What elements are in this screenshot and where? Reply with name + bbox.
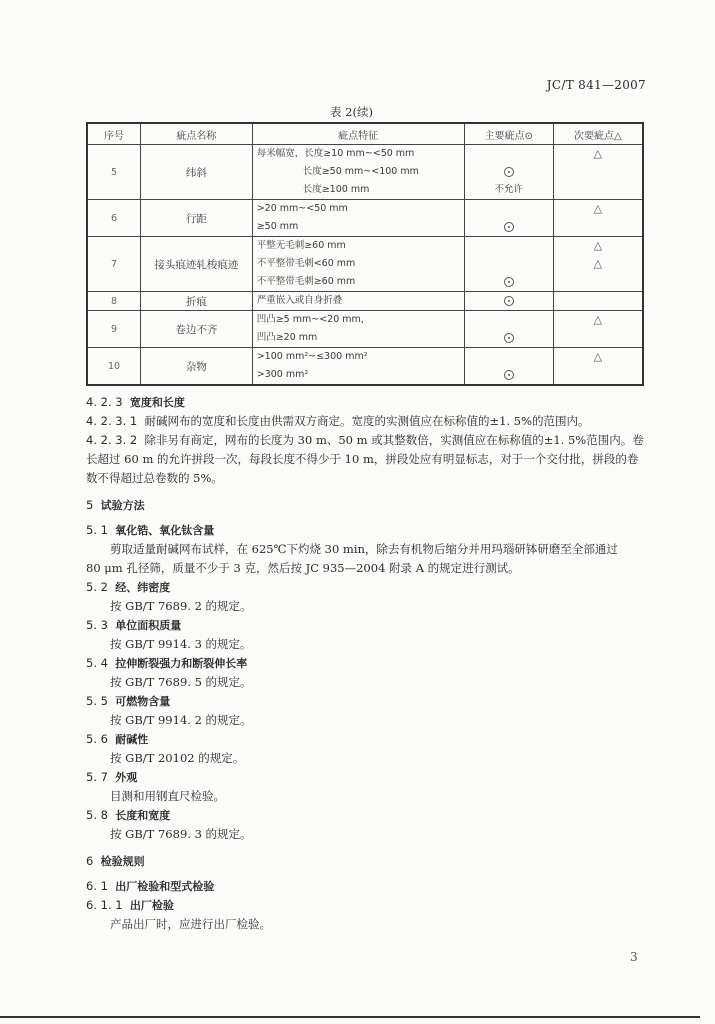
feature-line: 长度≥50 mm~<100 mm bbox=[302, 166, 419, 177]
major-marks bbox=[464, 145, 553, 200]
table-row bbox=[87, 200, 643, 237]
header-defect-feature: 疵点特征 bbox=[252, 123, 464, 145]
paragraph: 按 GB/T 9914. 2 的规定。 bbox=[110, 713, 252, 727]
paragraph: 80 μm 孔径筛，质量不少于 3 克，然后按 JC 935—2004 附录 A 的规定进行测试。 bbox=[86, 561, 520, 575]
section-heading: 5. 2 经、纬密度 bbox=[86, 580, 171, 594]
major-defect-icon bbox=[504, 296, 514, 306]
document-code: JC/T 841—2007 bbox=[546, 78, 646, 92]
defect-name: 杂物 bbox=[141, 348, 253, 386]
defect-features bbox=[252, 292, 464, 311]
defect-name: 折痕 bbox=[141, 292, 253, 311]
major-defect-icon bbox=[504, 167, 514, 177]
paragraph: 按 GB/T 7689. 5 的规定。 bbox=[110, 675, 252, 689]
paragraph: 目测和用钢直尺检验。 bbox=[110, 789, 225, 803]
major-marks bbox=[464, 237, 553, 292]
paragraph: 产品出厂时，应进行出厂检验。 bbox=[110, 917, 271, 931]
feature-line: ≥50 mm bbox=[256, 221, 299, 232]
section-heading: 6. 1. 1 出厂检验 bbox=[86, 898, 174, 912]
defect-name: 行距 bbox=[141, 200, 253, 237]
minor-defect-icon: △ bbox=[593, 239, 603, 252]
defect-name: 接头痕迹轧梭痕迹 bbox=[141, 237, 253, 292]
row-number: 6 bbox=[87, 200, 141, 237]
header-major-defect: 主要疵点⊙ bbox=[464, 123, 553, 145]
major-defect-icon bbox=[504, 222, 514, 232]
feature-line: 平整无毛刺≥60 mm bbox=[256, 240, 346, 251]
defect-features bbox=[252, 311, 464, 348]
feature-line: 严重嵌入或自身折叠 bbox=[256, 295, 343, 306]
feature-line: 长度≥100 mm bbox=[302, 184, 370, 195]
feature-line: >20 mm~<50 mm bbox=[256, 203, 348, 214]
section-heading: 5. 4 拉伸断裂强力和断裂伸长率 bbox=[86, 656, 248, 670]
section-heading: 5 试验方法 bbox=[86, 498, 145, 512]
major-defect-icon bbox=[504, 277, 514, 287]
major-defect-icon bbox=[504, 370, 514, 380]
minor-defect-icon: △ bbox=[593, 147, 603, 160]
defect-features bbox=[252, 348, 464, 386]
feature-line: 凹凸≥20 mm bbox=[256, 332, 318, 343]
paragraph: 4. 2. 3. 1 耐碱网布的宽度和长度由供需双方商定。宽度的实测值应在标称值的±1. 5%的范围内。 bbox=[86, 414, 590, 428]
paragraph: 4. 2. 3. 2 除非另有商定，网布的长度为 30 m、50 m 或其整数倍，实测值应在标称值的±1. 5%范围内。卷长超过 60 m 的允许拼段一次，每段长度不得少于 10 m，拼段处应有明显标志，对于一个交付批，拼段的卷数不得超过总卷数的 5%。 bbox=[86, 433, 644, 485]
not-allowed-text: 不允许 bbox=[494, 184, 523, 195]
defect-name: 卷边不齐 bbox=[141, 311, 253, 348]
paragraph: 按 GB/T 9914. 3 的规定。 bbox=[110, 637, 252, 651]
minor-defect-icon: △ bbox=[593, 313, 603, 326]
minor-marks bbox=[553, 145, 643, 200]
defect-name: 纬斜 bbox=[141, 145, 253, 200]
row-number: 9 bbox=[87, 311, 141, 348]
minor-defect-icon: △ bbox=[593, 350, 603, 363]
minor-marks bbox=[553, 200, 643, 237]
major-marks bbox=[464, 200, 553, 237]
defect-features bbox=[252, 145, 464, 200]
section-heading: 4. 2. 3 宽度和长度 bbox=[86, 395, 185, 409]
page-number: 3 bbox=[630, 950, 638, 964]
header-defect-name: 疵点名称 bbox=[141, 123, 253, 145]
table-row bbox=[87, 237, 643, 292]
feature-line: 凹凸≥5 mm~<20 mm， bbox=[256, 314, 371, 325]
row-number: 10 bbox=[87, 348, 141, 386]
feature-line: >300 mm² bbox=[256, 369, 309, 380]
row-number: 8 bbox=[87, 292, 141, 311]
defect-features bbox=[252, 237, 464, 292]
minor-defect-icon: △ bbox=[593, 257, 603, 270]
minor-marks bbox=[553, 292, 643, 311]
table-row bbox=[87, 145, 643, 200]
paragraph: 按 GB/T 20102 的规定。 bbox=[110, 751, 245, 765]
section-heading: 5. 5 可燃物含量 bbox=[86, 694, 171, 708]
table-header-row bbox=[87, 123, 643, 145]
header-minor-defect: 次要疵点△ bbox=[553, 123, 643, 145]
minor-marks bbox=[553, 311, 643, 348]
section-heading: 5. 6 耐碱性 bbox=[86, 732, 149, 746]
major-marks bbox=[464, 311, 553, 348]
major-defect-icon bbox=[504, 333, 514, 343]
major-marks bbox=[464, 348, 553, 386]
header-serial: 序号 bbox=[87, 123, 141, 145]
major-marks bbox=[464, 292, 553, 311]
section-heading: 5. 1 氧化锆、氧化钛含量 bbox=[86, 523, 215, 537]
defects-table bbox=[86, 122, 644, 386]
paragraph: 按 GB/T 7689. 3 的规定。 bbox=[110, 827, 252, 841]
feature-line: 不平整带毛刺<60 mm bbox=[256, 258, 356, 269]
paragraph: 按 GB/T 7689. 2 的规定。 bbox=[110, 599, 252, 613]
section-heading: 6. 1 出厂检验和型式检验 bbox=[86, 879, 215, 893]
feature-line: >100 mm²~≤300 mm² bbox=[256, 351, 368, 362]
table-row bbox=[87, 348, 643, 386]
feature-line: 不平整带毛刺≥60 mm bbox=[256, 276, 356, 287]
minor-marks bbox=[553, 348, 643, 386]
document-body bbox=[86, 393, 646, 934]
section-heading: 5. 8 长度和宽度 bbox=[86, 808, 171, 822]
section-heading: 5. 3 单位面积质量 bbox=[86, 618, 182, 632]
table-row bbox=[87, 292, 643, 311]
row-number: 7 bbox=[87, 237, 141, 292]
row-number: 5 bbox=[87, 145, 141, 200]
table-row bbox=[87, 311, 643, 348]
section-heading: 5. 7 外观 bbox=[86, 770, 138, 784]
minor-defect-icon: △ bbox=[593, 202, 603, 215]
defect-features bbox=[252, 200, 464, 237]
section-heading: 6 检验规则 bbox=[86, 854, 145, 868]
scan-bottom-edge bbox=[0, 1016, 700, 1018]
table-caption: 表 2(续) bbox=[330, 105, 373, 119]
minor-marks bbox=[553, 237, 643, 292]
paragraph: 剪取适量耐碱网布试样，在 625℃下灼烧 30 min，除去有机物后缩分并用玛瑙研钵研磨至全部通过 bbox=[110, 542, 618, 556]
feature-line: 每米幅宽，长度≥10 mm~<50 mm bbox=[256, 148, 415, 159]
